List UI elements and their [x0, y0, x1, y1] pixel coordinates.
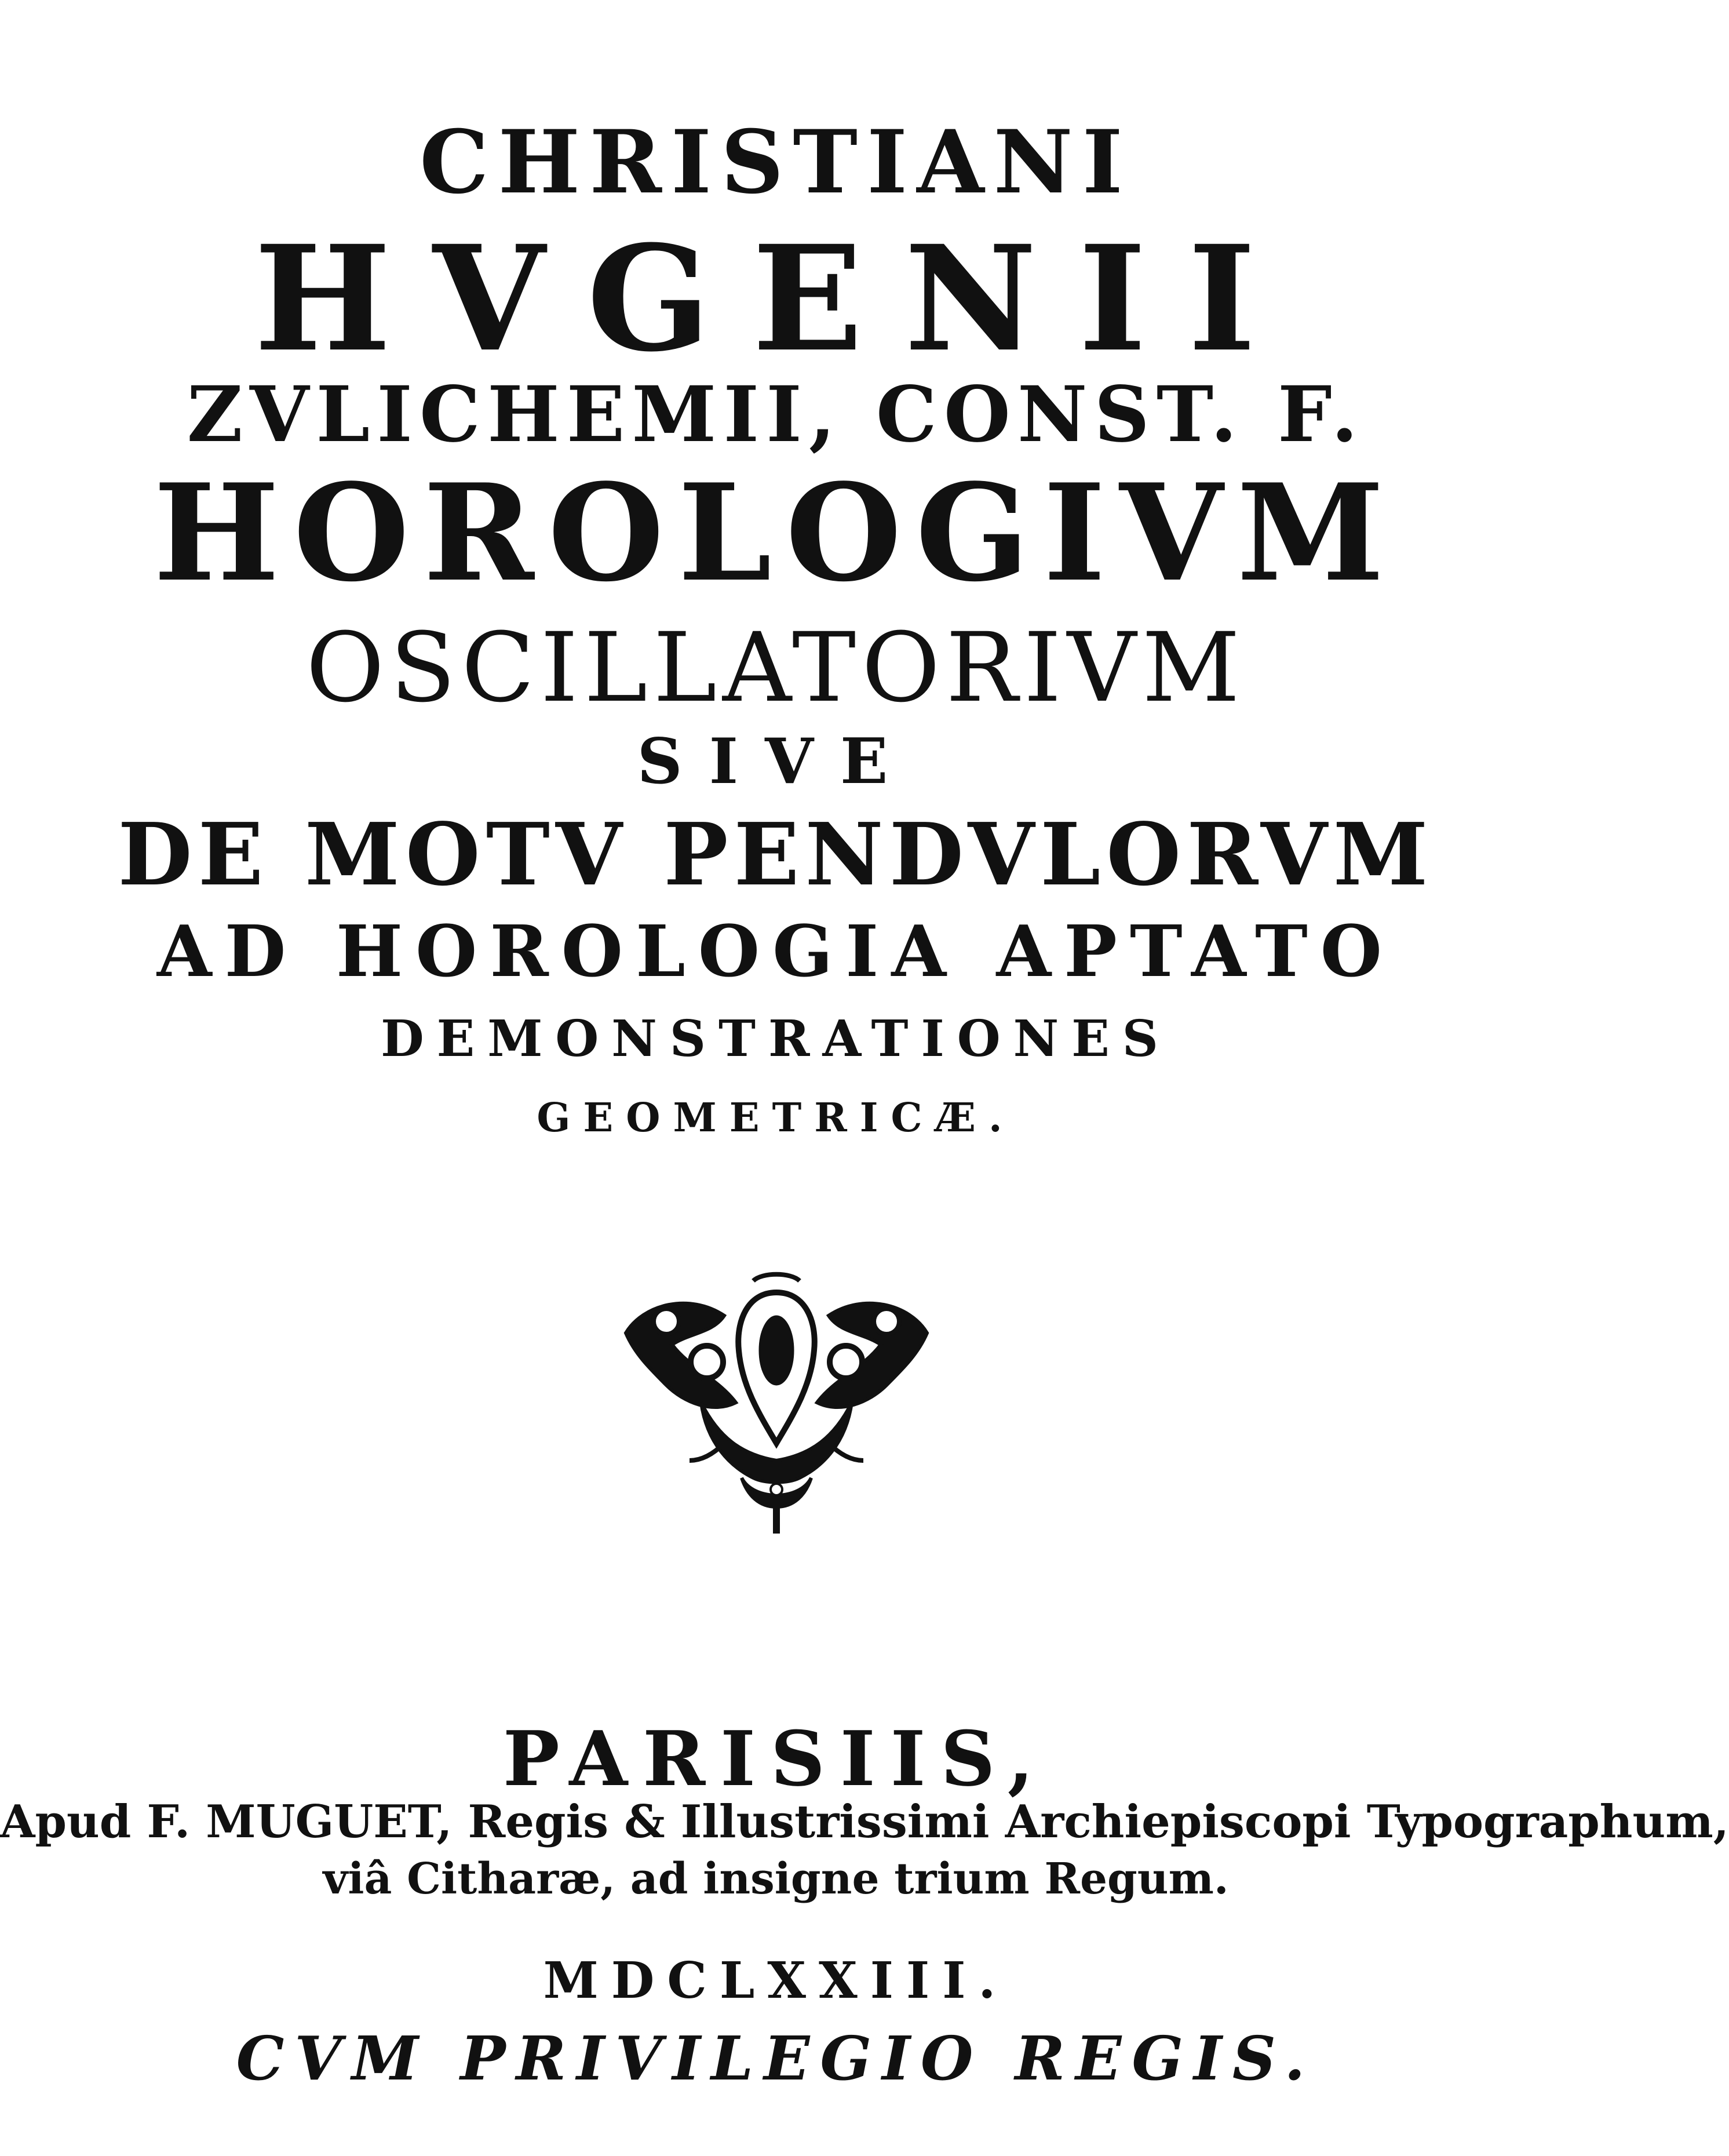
book-subtitle-4: AD HOROLOGIA APTATO [156, 909, 1395, 993]
imprint-printer-line: Apud F. MUGUET, Regis & Illustrissimi Archiepiscopi Typographum, [0, 1796, 1729, 1848]
imprint-year: MDCLXXIII. [543, 1951, 1009, 2010]
author-first-name: CHRISTIANI [420, 111, 1132, 213]
author-last-name: HVGENII [254, 213, 1298, 384]
book-subtitle-6: GEOMETRICÆ. [537, 1095, 1015, 1141]
book-title: HOROLOGIVM [153, 455, 1399, 611]
author-epithet: ZVLICHEMII, CONST. F. [187, 370, 1365, 460]
imprint-address-line: viâ Citharæ, ad insigne trium Regum. [323, 1854, 1229, 1904]
imprint-place: PARISIIS, [502, 1714, 1049, 1803]
book-subtitle-3: DE MOTV PENDVLORVM [118, 804, 1434, 905]
printers-ornament-icon [603, 1269, 950, 1536]
book-subtitle-1: OSCILLATORIVM [306, 612, 1246, 723]
book-subtitle-5: DEMONSTRATIONES [381, 1010, 1171, 1068]
book-subtitle-2: SIVE [637, 725, 915, 798]
royal-privilege: CVM PRIVILEGIO REGIS. [236, 2023, 1316, 2094]
